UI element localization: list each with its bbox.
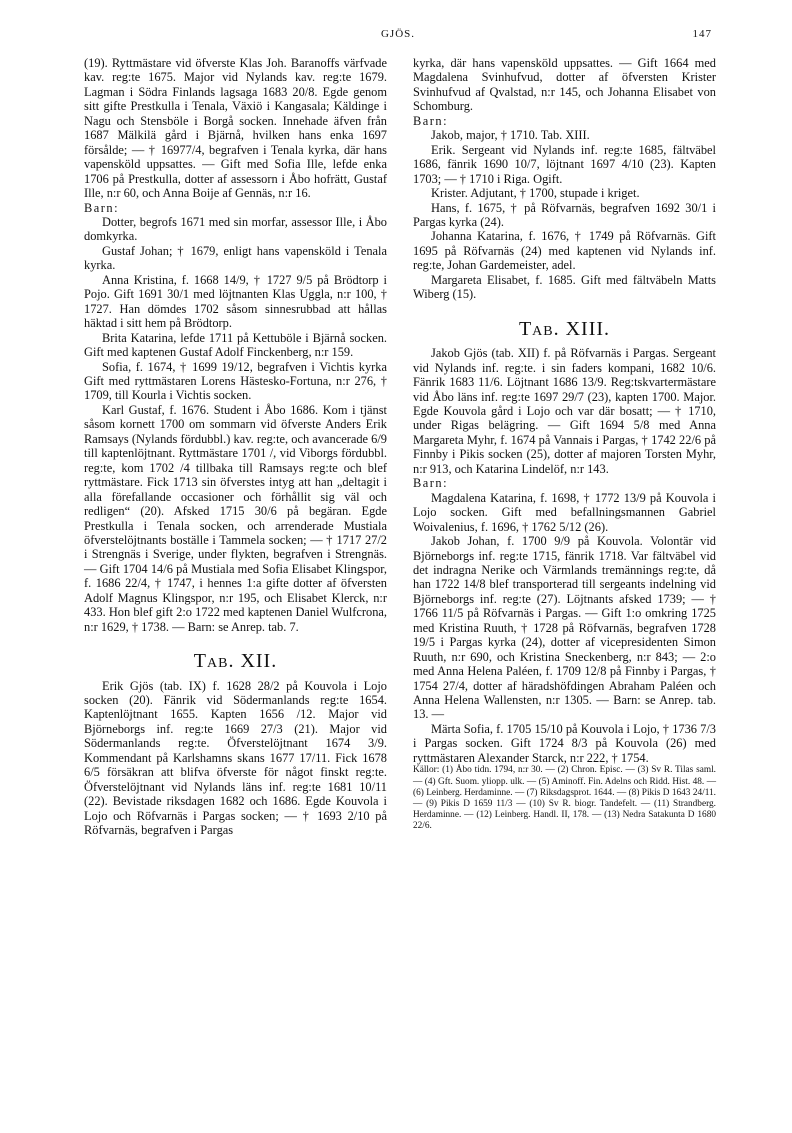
- children-heading: Barn:: [413, 113, 449, 128]
- left-column: [84, 56, 387, 838]
- entry-paragraph: Krister. Adjutant, † 1700, stupade i kriget.: [431, 186, 640, 201]
- right-column: [413, 56, 716, 833]
- children-heading: Barn:: [413, 476, 449, 491]
- entry-paragraph: Karl Gustaf, f. 1676. Student i Åbo 1686. Kom i tjänst såsom kornett 1700 om sommarn vid öfverste Anders Erik Ramsays (Nylands fördubbl.) kav. reg:te, och avancerade 6/9 till kaptenlöjtnant. Ryttmästare 1701 /, vid Viborgs fördubbl. reg:te, kom 1702 /4 tillbaka till Ramsays reg:te och blef ryttmästare. Fick 1713 sin öfverstes intyg att han „deltagit i alla förefallande occasioner och förhållit sig väl och redligen“ (20). Afsked 1715 30/6 på begäran. Egde Prestkulla i Tenala socken, och arrenderade Mustiala öfverstelöjtnants boställe i Tammela socken; — † 1717 27/2 i Strengnäs i Sverige, under flykten, begrafven i Strengnäs. — Gift 1704 14/6 på Mustiala med Sofia Elisabet Klingspor, f. 1686 22/4, † 1747, i hennes 1:a gifte dotter af öfversten Adolf Magnus Klingspor, n:r 195, och Elisabet Klerck, n:r 433. Hon blef gift 2:o 1722 med kaptenen Daniel Wulfcrona, n:r 1629, † 1738. — Barn: se Anrep. tab. 7.: [84, 402, 387, 634]
- entry-paragraph: Hans, f. 1675, † på Röfvarnäs, begrafven 1692 30/1 i Pargas kyrka (24).: [413, 200, 716, 229]
- entry-paragraph: kyrka, där hans vapensköld uppsattes. — Gift 1664 med Magdalena Svinhufvud, dotter af öfversten Krister Svinhufvud af Qvalstad, n:r 145, och Johanna Elisabet von Schomburg.: [413, 56, 716, 114]
- page-number: 147: [692, 28, 712, 40]
- entry-paragraph: Brita Katarina, lefde 1711 på Kettuböle i Bjärnå socken. Gift med kaptenen Gustaf Adolf Finckenberg, n:r 159.: [84, 330, 387, 360]
- running-title: GJÖS.: [380, 28, 416, 40]
- sources-footnote: Källor: (1) Åbo tidn. 1794, n:r 30. — (2) Chron. Episc. — (3) Sv R. Tilas saml. — (4) Gft. Suom. yliopp. ulk. — (5) Aminoff. Fin. Adelns och Ridd. Hist. 48. — (6) Leinberg. Herdaminne. — (7) Riksdagsprot. 1644. — (8) Pikis D 1643 24/11. — (9) Pikis D 1659 11/3 — (10) Sv R. biogr. Tandefelt. — (11) Strandberg. Herdaminne. — (12) Leinberg. Handl. II, 178. — (13) Nedra Satakunta D 1680 22/6.: [413, 765, 716, 832]
- entry-paragraph: Jakob Gjös (tab. XII) f. på Röfvarnäs i Pargas. Sergeant vid Nylands inf. reg:te. i sin faders kompani, 1682 10/6. Fänrik 1683 11/6. Löjtnant 1686 13/9. Reg:tskvartermästare vid Åbo läns inf. reg:te 1697 29/7 (23), kapten 1700. Major. Egde Kouvola gård i Lojo och var där bosatt; — † 1710, under Rigas belägring. — Gift 1694 5/8 med Anna Margareta Myhr, f. 1674 på Vannais i Pargas, † 1742 22/6 på Finnby i Pikis socken (25), dotter af majoren Torsten Myhr, n:r 913, och Katarina Lindelöf, n:r 143.: [413, 346, 716, 476]
- entry-paragraph: Erik. Sergeant vid Nylands inf. reg:te 1685, fältväbel 1686, fänrik 1690 10/7, löjtnant 1697 4/10 (23). Kapten 1703; — † 1710 i Riga. Ogift.: [413, 142, 716, 186]
- entry-paragraph: Johanna Katarina, f. 1676, † 1749 på Röfvarnäs. Gift 1695 på Röfvarnäs (24) med kaptenen vid Nylands inf. reg:te, Johan Gardemeister, adel.: [413, 229, 716, 273]
- entry-paragraph: Jakob, major, † 1710. Tab. XIII.: [431, 128, 590, 143]
- table-heading: Tab. XIII.: [518, 317, 611, 340]
- entry-paragraph: Magdalena Katarina, f. 1698, † 1772 13/9 på Kouvola i Lojo socken. Gift med befallningsmannen Gabriel Woivalenius, f. 1696, † 1762 5/12 (26).: [413, 490, 716, 534]
- entry-paragraph: Sofia, f. 1674, † 1699 19/12, begrafven i Vichtis kyrka Gift med ryttmästaren Lorens Hästesko-Fortuna, n:r 276, † 1709, till Kourla i Vichtis socken.: [84, 359, 387, 403]
- entry-paragraph: Märta Sofia, f. 1705 15/10 på Kouvola i Lojo, † 1736 7/3 i Pargas socken. Gift 1724 8/3 på Kouvola (26) med ryttmästaren Alexander Starck, n:r 222, † 1754.: [413, 721, 716, 765]
- entry-paragraph: (19). Ryttmästare vid öfverste Klas Joh. Baranoffs värfvade kav. reg:te 1675. Major vid Nylands kav. reg:te 1679. Lagman i Södra Finlands lagsaga 1683 20/8. Egde genom sitt gifte Prestkulla i Tenala, Växiö i Kangasala; Käldinge i Nagu och Stensböle i Borgå socken. Innehade äfven från 1687 Mälkilä gård i Bjärnå, hvilken hans enka 1697 försålde; — † 16977/4, begrafven i Tenala kyrka, där hans vapensköld uppsattes. — Gift med Sofia Ille, lefde enka 1706 på Prestkulla, dotter af assessorn i Åbo hofrätt, Gustaf Ille, n:r 60, och Anna Boije af Gennäs, n:r 16.: [84, 56, 387, 201]
- entry-paragraph: Margareta Elisabet, f. 1685. Gift med fältväbeln Matts Wiberg (15).: [413, 272, 716, 302]
- table-heading: Tab. XII.: [193, 650, 278, 673]
- children-heading: Barn:: [84, 200, 120, 215]
- page-header: [84, 28, 712, 44]
- entry-paragraph: Erik Gjös (tab. IX) f. 1628 28/2 på Kouvola i Lojo socken (20). Fänrik vid Södermanlands reg:te 1654. Kaptenlöjtnant 1655. Kapten 1656 /12. Major vid Björneborgs inf. reg:te 1669 27/3 (21). Major vid Södermanlands reg:te. Öfverstelöjtnant 1674 3/9. Kommendant på Karlshamns skans 1677 17/11. Fick 1678 6/5 försäkran att blifva öfverste för något finskt reg:te. Öfverstelöjtnant vid Nylands läns inf. reg:te 1681 10/11 (22). Bevistade riksdagen 1682 och 1686. Egde Kouvola i Lojo och Röfvarnäs i Pargas socken; — † 1693 2/10 på Röfvarnäs, begrafven i Pargas: [84, 678, 387, 838]
- entry-paragraph: Jakob Johan, f. 1700 9/9 på Kouvola. Volontär vid Björneborgs inf. reg:te 1715, fänrik 1718. Var fältväbel vid det indragna Nerike och Värmlands tremännings reg:te, då han 1722 14/8 blef transporterad till sergeants indelning vid Björneborgs inf. reg:te (27). Löjtnants afsked 1739; — † 1766 11/5 på Röfvarnäs i Pargas. — Gift 1:o omkring 1725 med Kristina Ruuth, † 1728 på Röfvarnäs, begrafven 1728 19/5 i Pargas kyrka (24), dotter af vicepresidenten Simon Ruuth, n:r 690, och Kristina Sneckenberg, n:r 843; — 2:o med Anna Helena Paléen, f. 1709 12/8 på Finnby i Pargas, † 1754 27/4, dotter af häradshöfdingen Abraham Paléen och Anna Helena Wallensten, n:r 1305. — Barn: se Anrep. tab. 13. —: [413, 534, 716, 722]
- entry-paragraph: Gustaf Johan; † 1679, enligt hans vapensköld i Tenala kyrka.: [84, 243, 387, 273]
- entry-paragraph: Dotter, begrofs 1671 med sin morfar, assessor Ille, i Åbo domkyrka.: [84, 214, 387, 244]
- entry-paragraph: Anna Kristina, f. 1668 14/9, † 1727 9/5 på Brödtorp i Pojo. Gift 1691 30/1 med löjtnanten Klas Uggla, n:r 100, † 1727. Han dömdes 1702 såsom sinnesrubbad att hållas häktad i sitt hem på Brödtorp.: [84, 272, 387, 331]
